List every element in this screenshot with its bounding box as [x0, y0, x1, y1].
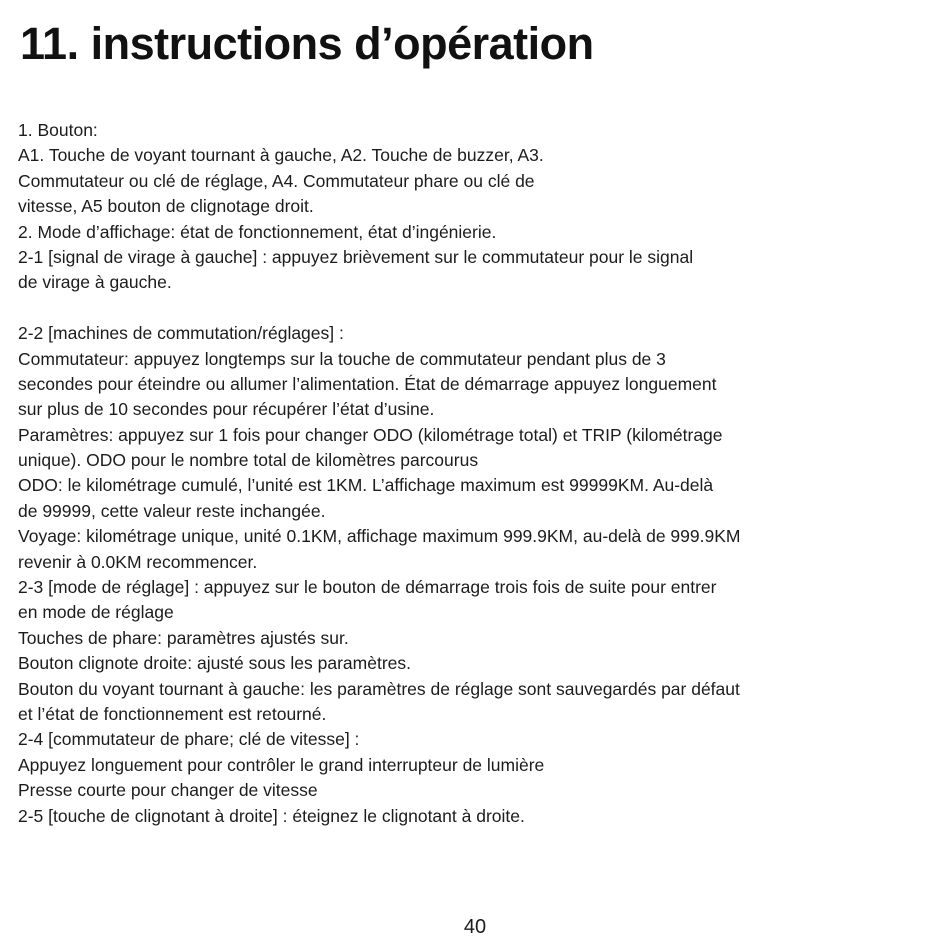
text-line: de 99999, cette valeur reste inchangée. — [18, 500, 326, 521]
text-line: de virage à gauche. — [18, 272, 172, 293]
text-line: Paramètres: appuyez sur 1 fois pour changer ODO (kilométrage total) et TRIP (kilométrage — [18, 424, 723, 445]
text-line: Commutateur ou clé de réglage, A4. Commutateur phare ou clé de — [18, 170, 535, 191]
text-line: Bouton du voyant tournant à gauche: les paramètres de réglage sont sauvegardés par défaut — [18, 678, 740, 699]
text-line-display-mode: 2. Mode d’affichage: état de fonctionnement, état d’ingénierie. — [18, 221, 497, 242]
text-line: sur plus de 10 secondes pour récupérer l’état d’usine. — [18, 399, 435, 420]
text-line: et l’état de fonctionnement est retourné. — [18, 703, 327, 724]
text-line: vitesse, A5 bouton de clignotage droit. — [18, 196, 314, 217]
text-line: Bouton clignote droite: ajusté sous les paramètres. — [18, 653, 411, 674]
text-line: Touches de phare: paramètres ajustés sur. — [18, 627, 349, 648]
text-line-2-3: 2-3 [mode de réglage] : appuyez sur le bouton de démarrage trois fois de suite pour entrer — [18, 577, 717, 598]
text-line: Voyage: kilométrage unique, unité 0.1KM, affichage maximum 999.9KM, au-delà de 999.9KM — [18, 526, 741, 547]
text-line: Commutateur: appuyez longtemps sur la touche de commutateur pendant plus de 3 — [18, 348, 666, 369]
text-line-2-5: 2-5 [touche de clignotant à droite] : éteignez le clignotant à droite. — [18, 805, 525, 826]
paragraph-gap — [18, 296, 943, 321]
page-number: 40 — [463, 916, 487, 938]
instructions-body — [18, 118, 943, 829]
text-line: Appuyez longuement pour contrôler le grand interrupteur de lumière — [18, 754, 545, 775]
text-line-2-2: 2-2 [machines de commutation/réglages] : — [18, 323, 344, 344]
section-title: 11. instructions d’opération — [20, 18, 594, 69]
text-line: secondes pour éteindre ou allumer l’alimentation. État de démarrage appuyez longuement — [18, 373, 717, 394]
text-line: unique). ODO pour le nombre total de kilomètres parcourus — [18, 450, 479, 471]
text-line-2-1: 2-1 [signal de virage à gauche] : appuyez brièvement sur le commutateur pour le signal — [18, 246, 694, 267]
text-line: Presse courte pour changer de vitesse — [18, 780, 318, 801]
text-line-2-4: 2-4 [commutateur de phare; clé de vitesse] : — [18, 729, 360, 750]
text-line: revenir à 0.0KM recommencer. — [18, 551, 258, 572]
text-line: ODO: le kilométrage cumulé, l’unité est 1KM. L’affichage maximum est 99999KM. Au-delà — [18, 475, 714, 496]
text-line: en mode de réglage — [18, 602, 174, 623]
text-line-bouton-heading: 1. Bouton: — [18, 120, 98, 140]
text-line: A1. Touche de voyant tournant à gauche, A2. Touche de buzzer, A3. — [18, 145, 544, 166]
